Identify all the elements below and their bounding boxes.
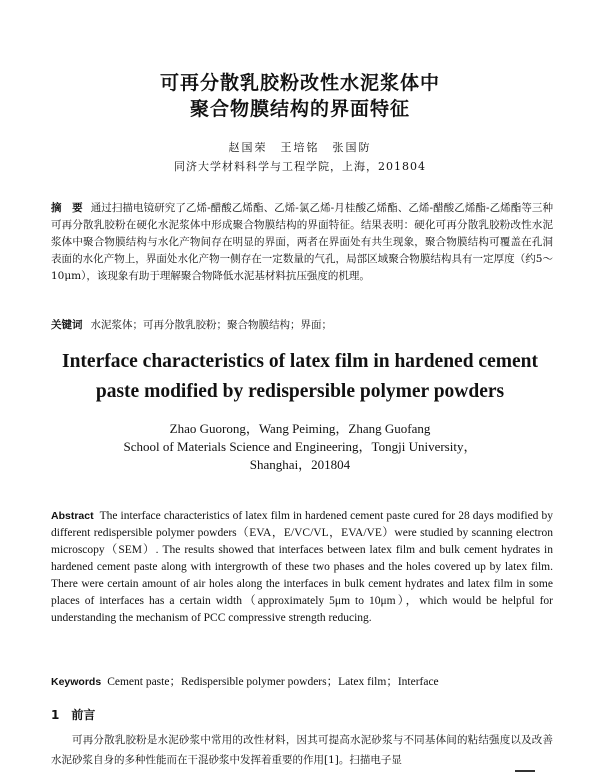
english-abstract <box>51 508 553 627</box>
english-affiliation-line-2: Shanghai，201804 <box>249 457 351 472</box>
english-title-line-1: Interface characteristics of latex film in hardened cement <box>62 351 538 372</box>
english-affiliation-line-1: School of Materials Science and Engineering，Tongji University， <box>123 439 477 454</box>
chinese-abstract <box>51 200 553 285</box>
english-authors: Zhao Guorong，Wang Peiming，Zhang Guofang <box>169 421 431 436</box>
intro-paragraph: 可再分散乳胶粉是水泥砂浆中常用的改性材料，因其可提高水泥砂浆与不同基体间的粘结强度以及改善水泥砂浆自身的多种性能而在干混砂浆中发挥着重要的作用[1]。扫描电子显 <box>51 734 553 766</box>
chinese-title-line-2: 聚合物膜结构的界面特征 <box>189 98 410 120</box>
page-edge-mark <box>515 770 535 775</box>
english-authors-block <box>0 420 600 474</box>
english-abstract-label: Abstract <box>51 510 94 522</box>
section-heading <box>51 706 553 723</box>
chinese-keywords <box>51 317 553 334</box>
english-title <box>0 347 600 407</box>
english-keywords <box>51 674 553 691</box>
english-title-line-2: paste modified by redispersible polymer powders <box>95 381 505 402</box>
chinese-authors: 赵国荣 王培铭 张国防 <box>228 141 372 154</box>
section-title: 前言 <box>71 708 96 722</box>
chinese-abstract-label: 摘 要 <box>51 202 83 214</box>
chinese-keywords-label: 关键词 <box>51 319 83 331</box>
section-number: 1 <box>51 708 60 722</box>
chinese-title-line-1: 可再分散乳胶粉改性水泥浆体中 <box>159 72 440 94</box>
chinese-title <box>0 70 600 122</box>
english-keywords-label: Keywords <box>51 676 102 688</box>
english-keywords-text: Cement paste；Redispersible polymer powders；Latex film；Interface <box>107 676 439 688</box>
chinese-affiliation: 同济大学材料科学与工程学院，上海，201804 <box>174 160 426 173</box>
english-abstract-text: The interface characteristics of latex film in hardened cement paste cured for 28 days modified by different redispersible polymer powders（EVA，E/VC/VL，EVA/VE）were studied by scanning electron microscopy（SEM）. The results showed that interfaces between latex film and bulk cement hydrates in hardened cement paste along with intergrowth of these two phases and the holes covered up by latex film. There were certain amount of air holes along the interfaces in bulk cement hydrates and latex film in some places of interfaces has a certain width（approximately 5μm to 10μm），which would be helpful for understanding the mechanism of PCC compressive strength reducing. <box>51 510 553 624</box>
chinese-keywords-text: 水泥浆体；可再分散乳胶粉；聚合物膜结构；界面； <box>90 319 332 331</box>
chinese-abstract-text: 通过扫描电镜研究了乙烯-醋酸乙烯酯、乙烯-氯乙烯-月桂酸乙烯酯、乙烯-醋酸乙烯酯-乙烯酯等三种可再分散乳胶粉在硬化水泥浆体中形成聚合物膜结构的界面特征。结果表明：硬化可再分散乳胶粉改性水泥浆体中聚合物膜结构与水化产物间存在明显的界面，两者在界面处有共生现象，聚合物膜结构可覆盖在孔洞表面的水化产物上，界面处水化产物一侧存在一定数量的气孔，局部区域聚合物膜结构具有一定厚度（约5～10μm），该现象有助于理解聚合物降低水泥基材料抗压强度的机理。 <box>51 202 553 282</box>
